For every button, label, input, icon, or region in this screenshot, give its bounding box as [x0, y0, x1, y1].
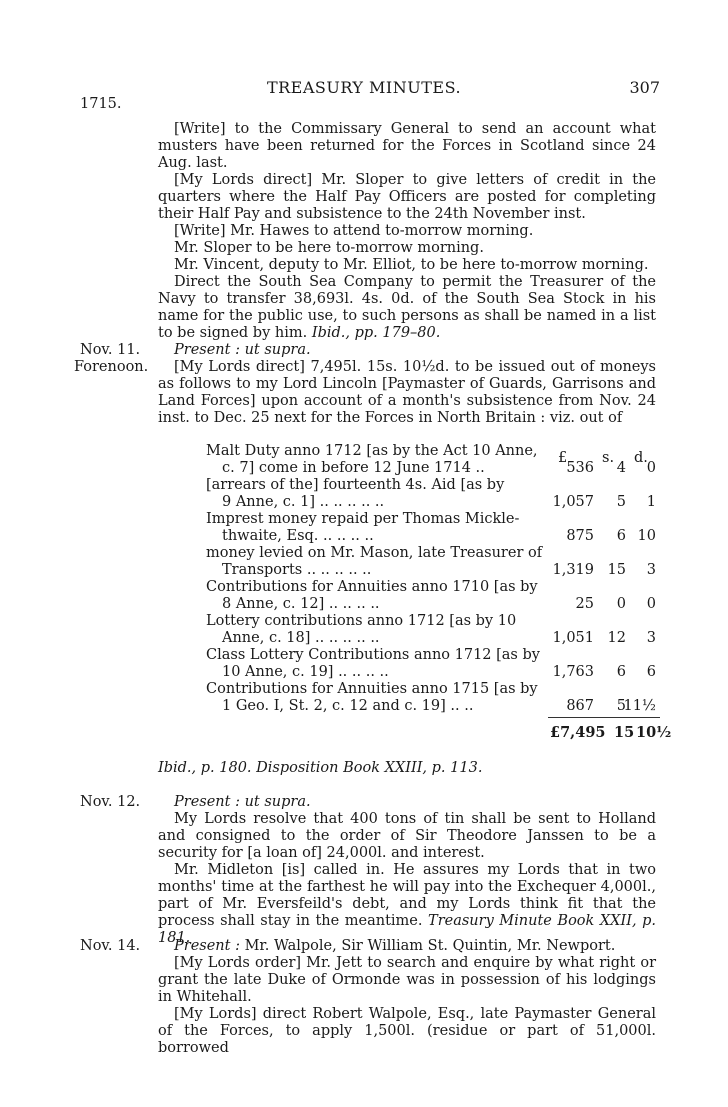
time-sidenote: Forenoon. [74, 359, 149, 375]
date-sidenote-nov11: Nov. 11. [80, 342, 141, 358]
paragraph-text: Direct the South Sea Company to permit the Treasurer of the Navy to transfer 38,693l. 4s. 0d. of the South Sea Stock in his name for the public use, to such persons as shall be named in a list to be signed by him. [158, 274, 656, 341]
paragraph [158, 274, 656, 342]
amount-l: 1,051 [552, 630, 594, 646]
paragraph: [My Lords order] Mr. Jett to search and enquire by what right or grant the late Duke of Ormonde was in possession of his lodgings in Whitehall. [158, 955, 656, 1005]
present-label: Present : [174, 342, 240, 358]
amount-d: 0 [646, 596, 656, 612]
amount-l: 1,319 [552, 562, 594, 578]
reference: Ibid., pp. 179–80. [311, 325, 441, 341]
entry-line2: 9 Anne, c. 1] .. .. .. .. .. [222, 494, 385, 510]
entry-line1: Contributions for Annuities anno 1710 [as by [206, 579, 538, 595]
nov11-reference [158, 760, 656, 777]
amount-l: 867 [566, 698, 594, 714]
amount-d: 3 [646, 562, 656, 578]
entry-line2: 1 Geo. I, St. 2, c. 12 and c. 19] .. .. [222, 698, 474, 714]
present-label: Present : [174, 938, 240, 954]
amount-d: 6 [646, 664, 656, 680]
entry-row [206, 477, 656, 511]
entry-line1: Contributions for Annuities anno 1715 [as by [206, 681, 538, 697]
date-sidenote-nov14: Nov. 14. [80, 938, 141, 954]
entry-line1: Malt Duty anno 1712 [as by the Act 10 Anne, [206, 443, 538, 459]
present-value: Mr. Walpole, Sir William St. Quintin, Mr. Newport. [244, 938, 616, 954]
amount-l: 1,763 [552, 664, 594, 680]
entry-line2: 8 Anne, c. 12] .. .. .. .. [222, 596, 380, 612]
amount-s: 12 [607, 630, 626, 646]
running-title: TREASURY MINUTES. [266, 78, 462, 97]
entry-row [206, 647, 656, 681]
total-s: 15 [614, 724, 635, 741]
paragraph: [My Lords direct] Mr. Sloper to give letters of credit in the quarters where the Half Pay Officers are posted for completing their Half Pay and subsistence to the 24th November inst. [158, 172, 656, 222]
total-row [540, 724, 672, 741]
date-sidenote-nov12: Nov. 12. [80, 794, 141, 810]
entry-row [206, 613, 656, 647]
total-rule [548, 717, 660, 718]
total-l: £7,495 [550, 724, 606, 741]
amount-s: 5 [616, 698, 626, 714]
entry-line2: 10 Anne, c. 19] .. .. .. .. [222, 664, 389, 680]
entry-line1: Lottery contributions anno 1712 [as by 10 [206, 613, 517, 629]
amount-d: 1 [646, 494, 656, 510]
entry-row [206, 511, 656, 545]
entry-line1: money levied on Mr. Mason, late Treasurer of [206, 545, 543, 561]
paragraph: [My Lords] direct Robert Walpole, Esq., late Paymaster General of the Forces, to apply 1,500l. (residue or part of 51,000l. borrowed [158, 1006, 656, 1056]
col-pence: d. [634, 450, 648, 466]
present-line [158, 938, 656, 955]
present-line [158, 342, 656, 359]
amount-l: 875 [566, 528, 594, 544]
present-line [158, 794, 656, 811]
entry-line2: Transports .. .. .. .. .. [222, 562, 372, 578]
entry-row [206, 443, 656, 477]
entry-row [206, 579, 656, 613]
entry-row [206, 545, 656, 579]
amount-d: 11½ [623, 698, 656, 714]
amount-l: 1,057 [552, 494, 594, 510]
paragraph: Mr. Vincent, deputy to Mr. Elliot, to be here to-morrow morning. [174, 257, 649, 273]
amount-d: 3 [646, 630, 656, 646]
reference: Ibid., p. 180. Disposition Book XXIII, p. 113. [158, 760, 483, 776]
amount-s: 4 [616, 460, 626, 476]
block-nov14 [158, 938, 656, 1057]
total-d: 10½ [636, 724, 672, 741]
paragraph: [Write] to the Commissary General to send an account what musters have been returned for the Forces in Scotland since 24 Aug. last. [158, 121, 656, 171]
entry-line2: c. 7] come in before 12 June 1714 .. [222, 460, 485, 476]
entry-row [206, 681, 656, 715]
amount-l: 536 [566, 460, 594, 476]
amount-s: 6 [616, 664, 626, 680]
paragraph [158, 862, 656, 947]
entry-line1: [arrears of the] fourteenth 4s. Aid [as by [206, 477, 505, 493]
paragraph-text: Mr. Midleton [is] called in. He assures my Lords that in two months' time at the farthest he will pay into the Exchequer 4,000l., part of Mr. Eversfeild's debt, and my Lords think fit that the process shall stay in the meantime. [158, 862, 656, 929]
present-value: ut supra. [244, 794, 311, 810]
entry-line1: Imprest money repaid per Thomas Mickle- [206, 511, 520, 527]
amount-d: 10 [637, 528, 656, 544]
amount-s: 15 [607, 562, 626, 578]
entry-line2: thwaite, Esq. .. .. .. .. [222, 528, 374, 544]
present-value: ut supra. [244, 342, 311, 358]
entry-line2: Anne, c. 18] .. .. .. .. .. [222, 630, 380, 646]
block-nov12 [158, 794, 656, 947]
year-sidenote: 1715. [80, 96, 122, 112]
page-number: 307 [629, 78, 660, 97]
paragraph: [Write] Mr. Hawes to attend to-morrow morning. [174, 223, 534, 239]
present-label: Present : [174, 794, 240, 810]
amount-d: 0 [646, 460, 656, 476]
amount-s: 5 [616, 494, 626, 510]
reference: Treasury Minute Book XXII, p. 181. [158, 913, 656, 946]
issue-entries [206, 443, 656, 715]
paragraph: My Lords resolve that 400 tons of tin shall be sent to Holland and consigned to the order of Sir Theodore Janssen to be a security for [a loan of] 24,000l. and interest. [158, 811, 656, 861]
block-nov11 [158, 342, 656, 427]
entry-line1: Class Lottery Contributions anno 1712 [as by [206, 647, 540, 663]
amount-s: 6 [616, 528, 626, 544]
col-shillings: s. [602, 450, 615, 466]
col-pounds: £ [558, 450, 568, 466]
paragraph: [My Lords direct] 7,495l. 15s. 10½d. to be issued out of moneys as follows to my Lord Lincoln [Paymaster of Guards, Garrisons and Land Forces] upon account of a month's subsistence from Nov. 24 inst. to Dec. 25 next for the Forces in North Britain : viz. out of [158, 359, 656, 426]
paragraph: Mr. Sloper to be here to-morrow morning. [174, 240, 484, 256]
amount-s: 0 [616, 596, 626, 612]
block-1 [158, 121, 656, 342]
amount-l: 25 [575, 596, 594, 612]
